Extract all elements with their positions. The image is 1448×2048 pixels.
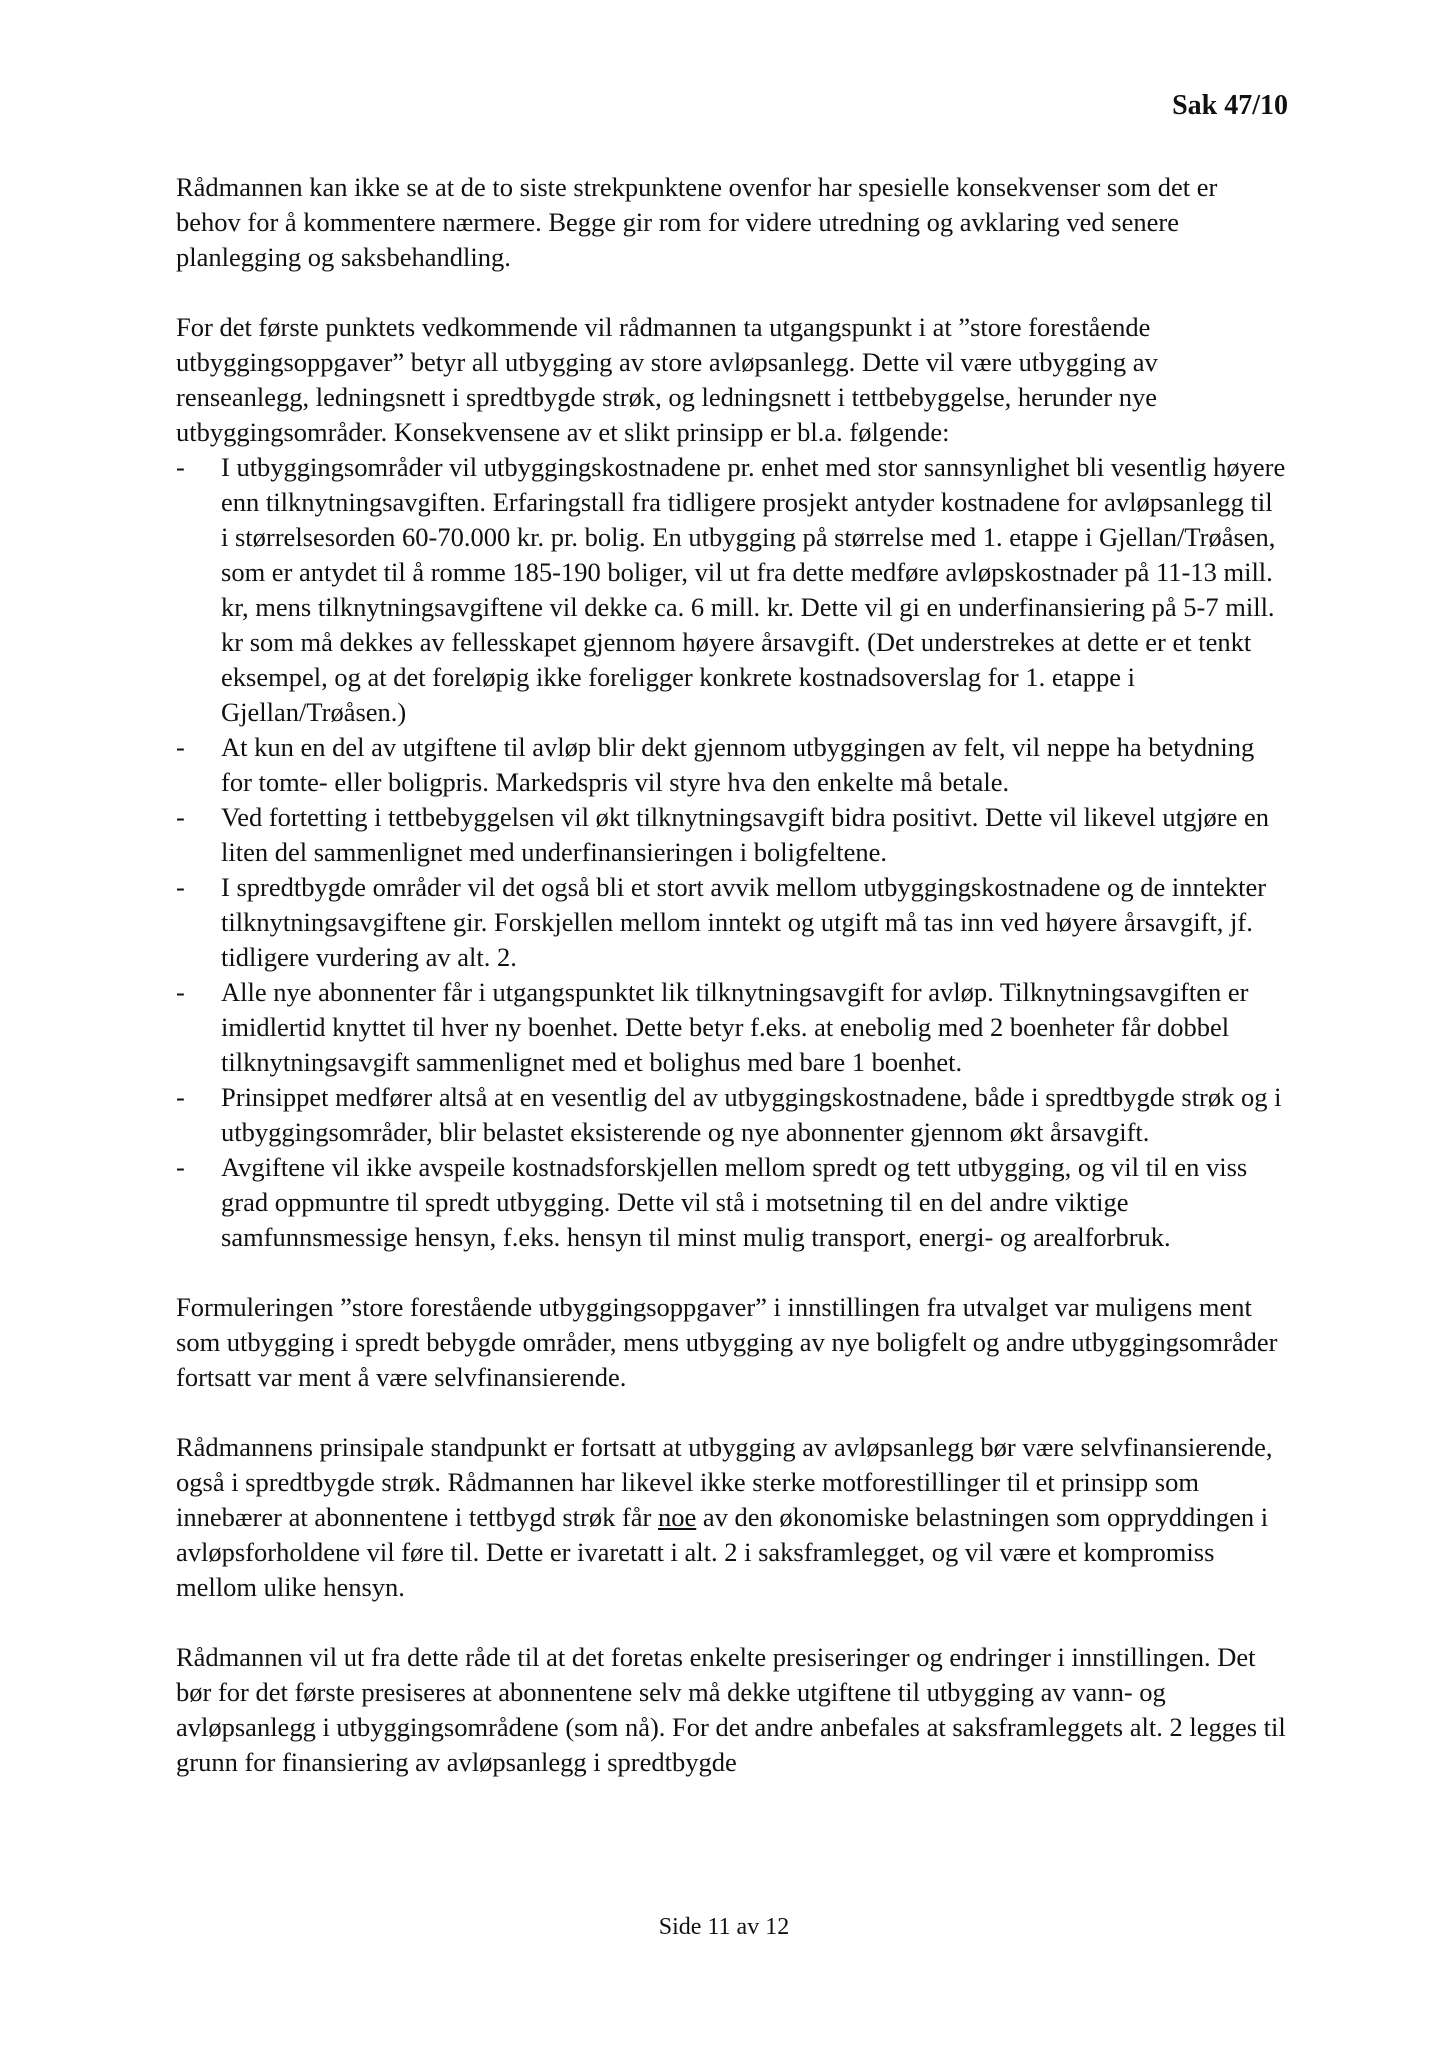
list-item (176, 450, 1286, 730)
dash-bullet: - (176, 1082, 185, 1112)
list-item-text: Alle nye abonnenter får i utgangspunktet lik tilknytningsavgift for avløp. Tilknytningsavgiften er imidlertid knyttet til hver ny boenhet. Dette betyr f.eks. at enebolig med 2 boenheter får dobbel tilknytningsavgift sammenlignet med et bolighus med bare 1 boenhet. (221, 977, 1249, 1077)
dash-bullet: - (176, 1152, 185, 1182)
paragraph-1: Rådmannen kan ikke se at de to siste strekpunktene ovenfor har spesielle konsekvenser som det er behov for å kommentere nærmere. Begge gir rom for videre utredning og avklaring ved senere planlegging og saksbehandling. (176, 172, 1218, 272)
dash-bullet: - (176, 452, 185, 482)
document-body (176, 170, 1286, 1780)
paragraph-4 (176, 1430, 1286, 1605)
paragraph-2: For det første punktets vedkommende vil rådmannen ta utgangspunkt i at ”store forestående utbyggingsoppgaver” betyr all utbygging av store avløpsanlegg. Dette vil være utbygging av renseanlegg, ledningsnett i spredtbygde strøk, og ledningsnett i tettbebyggelse, herunder nye utbyggingsområder. Konsekvensene av et slikt prinsipp er bl.a. følgende: (176, 312, 1158, 447)
list-item (176, 730, 1286, 800)
dash-bullet: - (176, 977, 185, 1007)
list-item-text: I spredtbygde områder vil det også bli et stort avvik mellom utbyggingskostnadene og de inntekter tilknytningsavgiftene gir. Forskjellen mellom inntekt og utgift må tas inn ved høyere årsavgift, jf. tidligere vurdering av alt. 2. (221, 872, 1267, 972)
list-item-text: Avgiftene vil ikke avspeile kostnadsforskjellen mellom spredt og tett utbygging, og vil til en viss grad oppmuntre til spredt utbygging. Dette vil stå i motsetning til en del andre viktige samfunnsmessige hensyn, f.eks. hensyn til minst mulig transport, energi- og arealforbruk. (221, 1152, 1248, 1252)
paragraph-4-text-start: Rådmannens prinsipale standpunkt er fortsatt at utbygging av avløpsanlegg bør være selvfinansierende, også i spredtbygde strøk. Rådmannen har likevel ikke sterke motforestillinger til et prinsipp som innebærer at abonnentene i tettbygd strøk får (176, 1432, 1273, 1532)
list-item (176, 975, 1286, 1080)
list-item-text: I utbyggingsområder vil utbyggingskostnadene pr. enhet med stor sannsynlighet bli vesentlig høyere enn tilknytningsavgiften. Erfaringstall fra tidligere prosjekt antyder kostnadene for avløpsanlegg til i størrelsesorden 60-70.000 kr. pr. bolig. En utbygging på størrelse med 1. etappe i Gjellan/Trøåsen, som er antydet til å romme 185-190 boliger, vil ut fra dette medføre avløpskostnader på 11-13 mill. kr, mens tilknytningsavgiftene vil dekke ca. 6 mill. kr. Dette vil gi en underfinansiering på 5-7 mill. kr som må dekkes av fellesskapet gjennom høyere årsavgift. (Det understrekes at dette er et tenkt eksempel, og at det foreløpig ikke foreligger konkrete kostnadsoverslag for 1. etappe i Gjellan/Trøåsen.) (221, 452, 1286, 727)
consequence-list (176, 450, 1286, 1255)
page-number: Side 11 av 12 (658, 1914, 790, 1940)
paragraph-5: Rådmannen vil ut fra dette råde til at det foretas enkelte presiseringer og endringer i innstillingen. Det bør for det første presiseres at abonnentene selv må dekke utgiftene til utbygging av vann- og avløpsanlegg i utbyggingsområdene (som nå). For det andre anbefales at saksframleggets alt. 2 legges til grunn for finansiering av avløpsanlegg i spredtbygde (176, 1642, 1286, 1777)
dash-bullet: - (176, 732, 185, 762)
list-item-text: At kun en del av utgiftene til avløp blir dekt gjennom utbyggingen av felt, vil neppe ha betydning for tomte- eller boligpris. Markedspris vil styre hva den enkelte må betale. (221, 732, 1255, 797)
list-item-text: Prinsippet medfører altså at en vesentlig del av utbyggingskostnadene, både i spredtbygde strøk og i utbyggingsområder, blir belastet eksisterende og nye abonnenter gjennom økt årsavgift. (221, 1082, 1282, 1147)
list-item (176, 1150, 1286, 1255)
paragraph-4-text-end: av den økonomiske belastningen som oppryddingen i avløpsforholdene vil føre til. Dette er ivaretatt i alt. 2 i saksframlegget, og vil være et kompromiss mellom ulike hensyn. (176, 1502, 1269, 1602)
case-reference: Sak 47/10 (1172, 90, 1288, 121)
dash-bullet: - (176, 802, 185, 832)
list-item (176, 870, 1286, 975)
dash-bullet: - (176, 872, 185, 902)
list-item-text: Ved fortetting i tettbebyggelsen vil økt tilknytningsavgift bidra positivt. Dette vil likevel utgjøre en liten del sammenlignet med underfinansieringen i boligfeltene. (221, 802, 1270, 867)
underlined-emphasis: noe (658, 1502, 697, 1532)
list-item (176, 800, 1286, 870)
paragraph-3: Formuleringen ”store forestående utbyggingsoppgaver” i innstillingen fra utvalget var muligens ment som utbygging i spredt bebygde områder, mens utbygging av nye boligfelt og andre utbyggingsområder fortsatt var ment å være selvfinansierende. (176, 1292, 1278, 1392)
list-item (176, 1080, 1286, 1150)
